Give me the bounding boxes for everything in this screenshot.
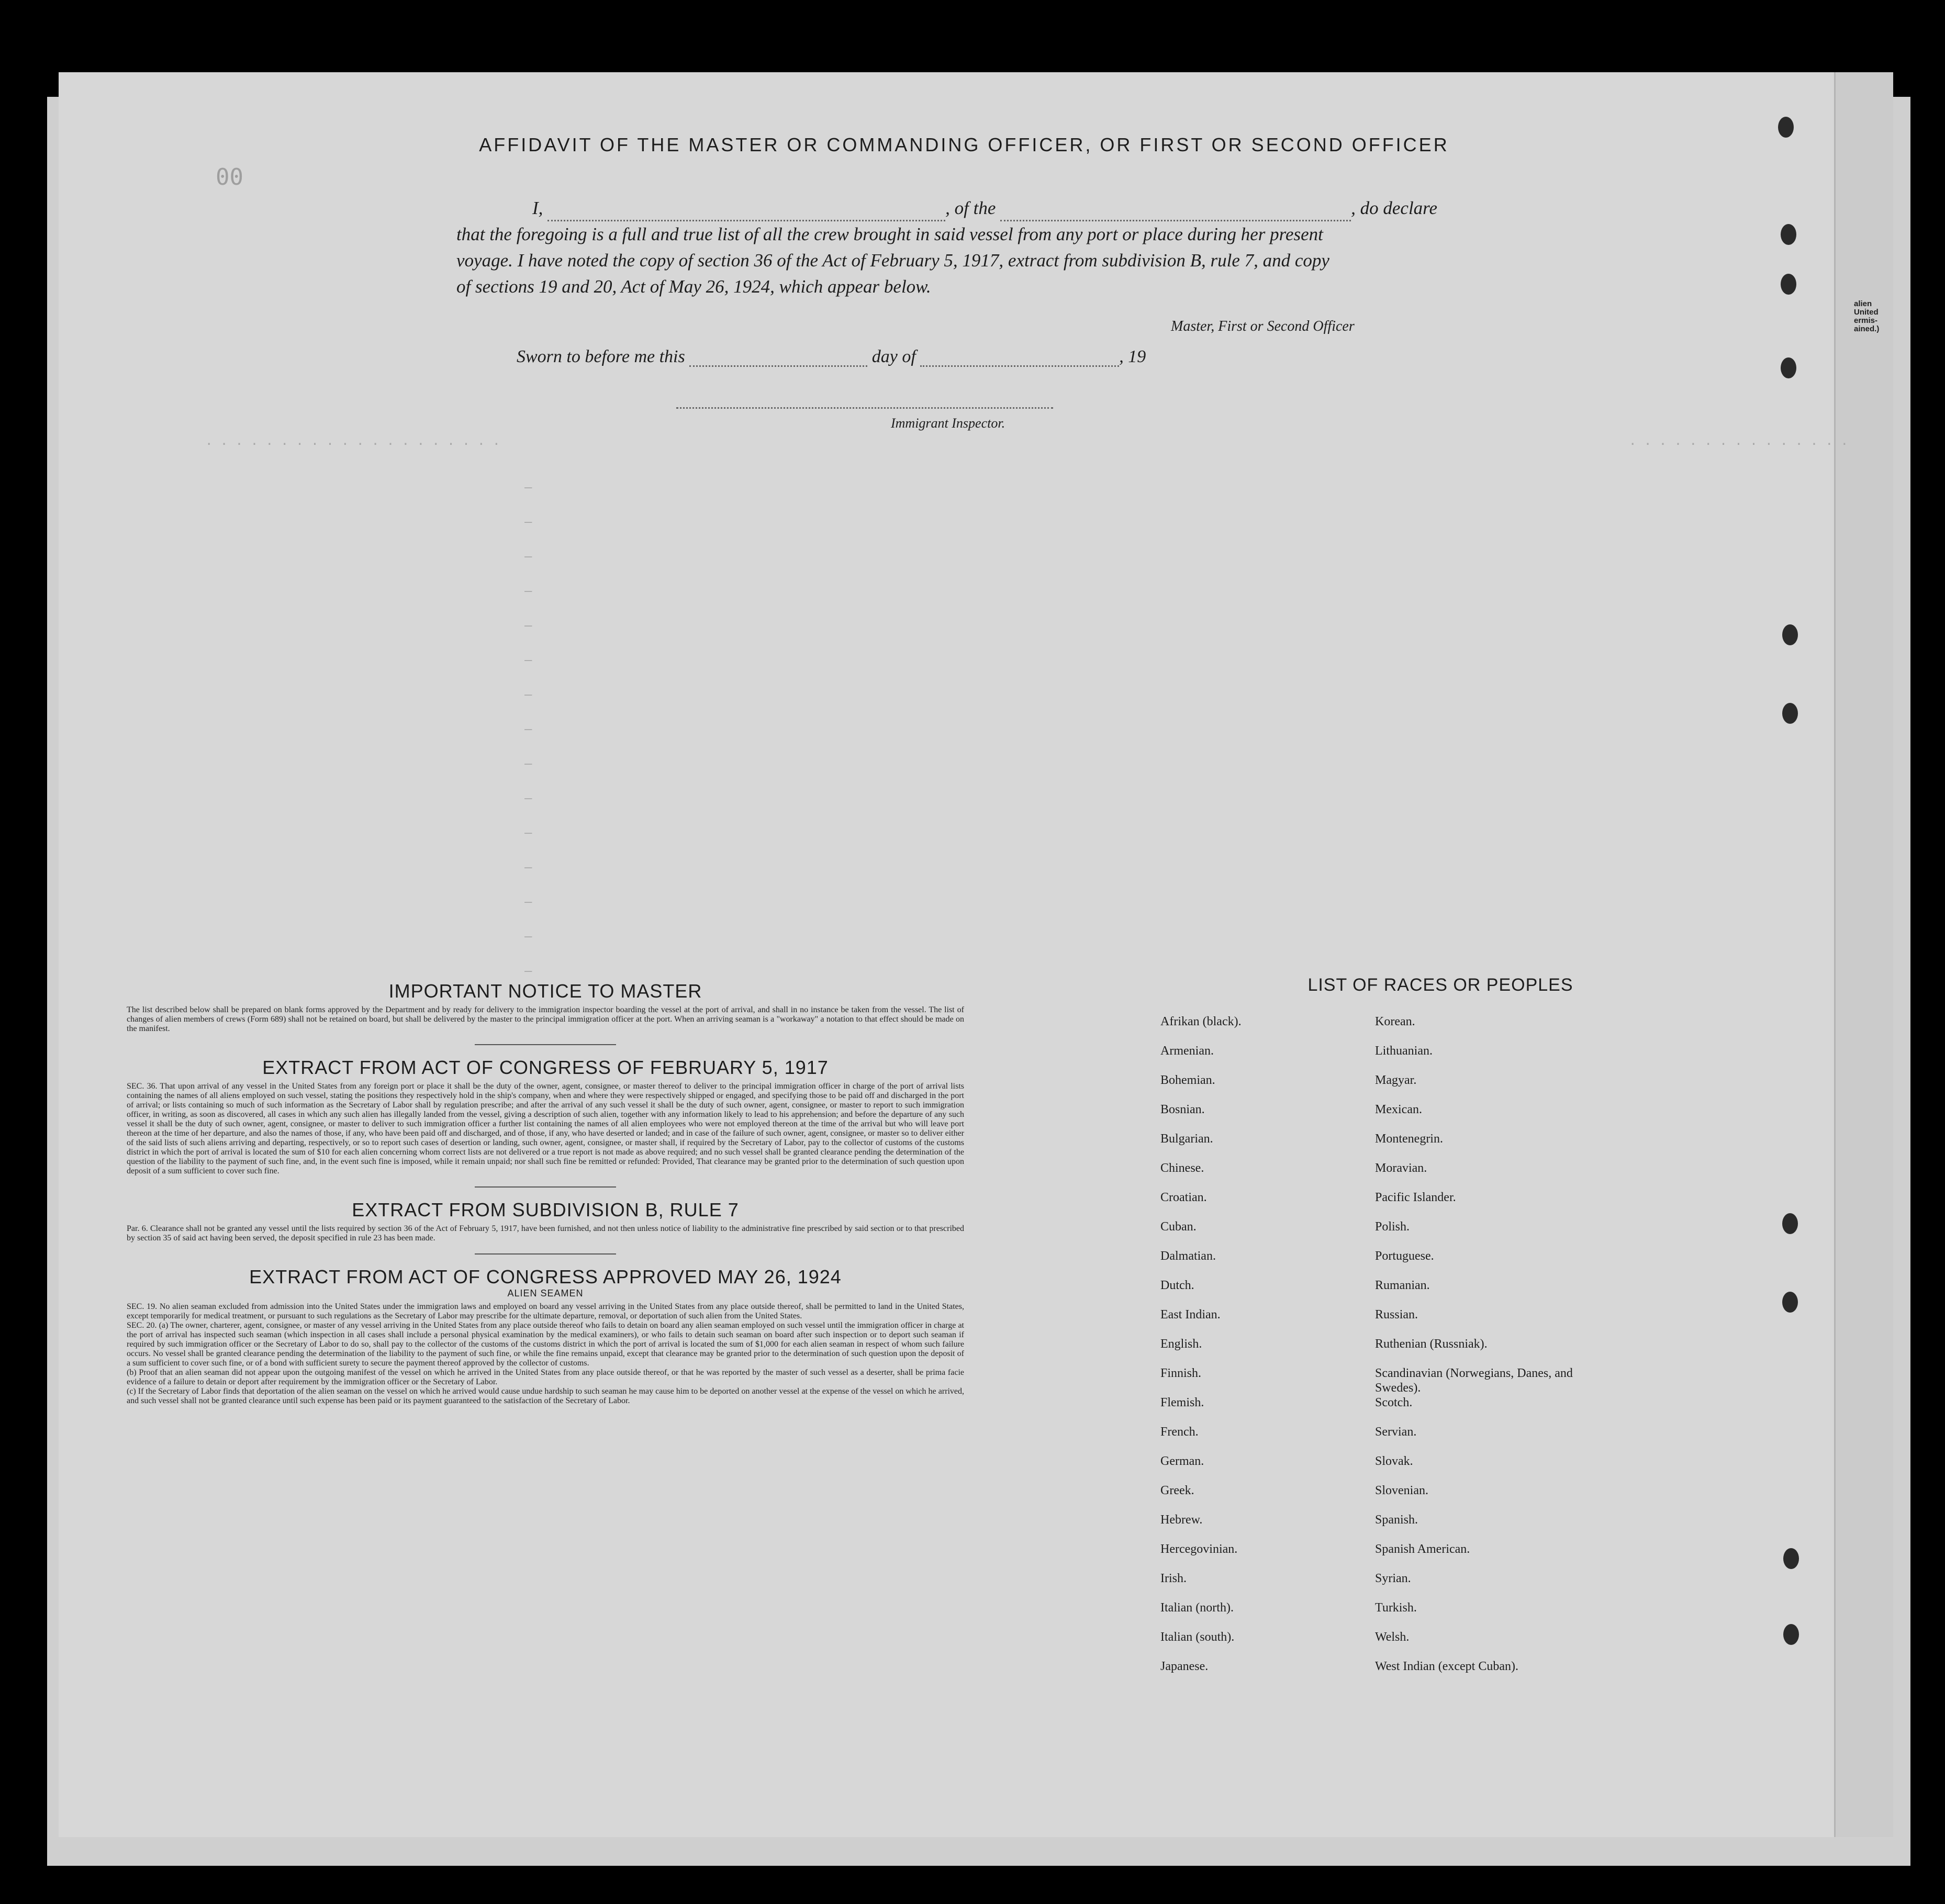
inspector-label: Immigrant Inspector.: [891, 416, 1005, 431]
extract-rule7-title: EXTRACT FROM SUBDIVISION B, RULE 7: [352, 1199, 739, 1220]
race-item: Slovak.: [1375, 1454, 1413, 1468]
binder-hole: [1783, 1548, 1799, 1569]
extract-1924-sec19: SEC. 19. No alien seaman excluded from admission into the United States under the immigration laws and employed on board any vessel arriving in the United States from any place outside thereof, shall be permitted to land in the United States, except temporarily for medical treatment, or pursuant to such regulations as the Secretary of Labor may prescribe for the ultimate departure, removal, or deportation of such alien from the United States.: [127, 1302, 964, 1320]
race-item: Spanish.: [1375, 1513, 1418, 1527]
races-list-right: [1375, 1014, 1605, 1688]
notice-column: [127, 980, 964, 1406]
vessel-name-blank[interactable]: [1000, 204, 1351, 221]
do-declare-text: , do declare: [1351, 198, 1438, 218]
race-item: Ruthenian (Russniak).: [1375, 1337, 1488, 1351]
notice-body: The list described below shall be prepared on blank forms approved by the Department and by ready for delivery to the immigration inspector boarding the vessel at the port of arrival, and shall in no instance be taken from the vessel. The list of changes of alien members of crews (Form 689) shall not be retained on board, but shall be delivered by the master to the principal immigration officer at the port. When an arriving seaman is a "workaway" a notation to that effect should be made on the manifest.: [127, 1005, 964, 1033]
race-item: Montenegrin.: [1375, 1132, 1443, 1146]
race-item: Slovenian.: [1375, 1484, 1428, 1497]
binder-hole: [1781, 224, 1796, 245]
sworn-label: Sworn to before me this: [517, 347, 685, 366]
binder-hole: [1783, 1624, 1799, 1645]
binder-hole: [1782, 1292, 1798, 1313]
races-title: LIST OF RACES OR PEOPLES: [1307, 975, 1573, 995]
section-divider: [475, 1253, 616, 1255]
day-of-label: day of: [871, 347, 916, 366]
race-item: Welsh.: [1375, 1630, 1410, 1644]
declaration-line-1: [532, 195, 1437, 221]
extract-1924-sec20c: (c) If the Secretary of Labor finds that deportation of the alien seaman on the vessel on which he arrived would cause undue hardship to such seaman he may cause him to be deported on another vessel at the expense of the vessel on which he arrived, and such vessel shall not be granted clearance until such expense has been paid or its payment guaranteed to the satisfaction of the Secretary of Labor.: [127, 1387, 964, 1405]
race-item: Bosnian.: [1160, 1103, 1205, 1116]
race-item: Lithuanian.: [1375, 1044, 1433, 1058]
race-item: Dalmatian.: [1160, 1249, 1216, 1263]
race-item: East Indian.: [1160, 1308, 1221, 1321]
declaration-line-3: voyage. I have noted the copy of section 36 of the Act of February 5, 1917, extract from subdivision B, rule 7, and copy: [456, 250, 1329, 271]
binder-hole: [1782, 1213, 1798, 1234]
extract-rule7-body: Par. 6. Clearance shall not be granted any vessel until the lists required by section 36 of the Act of February 5, 1917, have been furnished, and not then unless notice of liability to the administrative fine prescribed by said section or to that prescribed by section 35 of said act having been served, the deposit specified in rule 23 has been made.: [127, 1224, 964, 1242]
race-item: Korean.: [1375, 1015, 1415, 1028]
extract-1924-title: EXTRACT FROM ACT OF CONGRESS APPROVED MAY 26, 1924: [249, 1266, 842, 1287]
race-item: Pacific Islander.: [1375, 1191, 1456, 1204]
bleed-through-mark: 00: [216, 164, 243, 191]
race-item: Scandinavian (Norwegians, Danes, and Swedes).: [1375, 1367, 1573, 1395]
race-item: Turkish.: [1375, 1601, 1417, 1615]
page-edge-strip: [1834, 72, 1893, 1837]
race-item: Servian.: [1375, 1425, 1417, 1439]
declaration-line-4: of sections 19 and 20, Act of May 26, 1924, which appear below.: [456, 276, 931, 297]
notice-title: IMPORTANT NOTICE TO MASTER: [388, 980, 702, 1002]
race-item: Scotch.: [1375, 1396, 1413, 1409]
race-item: Polish.: [1375, 1220, 1410, 1234]
master-signature-label: Master, First or Second Officer: [1171, 318, 1355, 334]
race-item: Mexican.: [1375, 1103, 1422, 1116]
section-divider: [475, 1186, 616, 1188]
margin-fragment: alien United ermis- ained.): [1854, 299, 1880, 333]
race-item: West Indian (except Cuban).: [1375, 1660, 1518, 1673]
binder-hole: [1781, 357, 1796, 378]
of-the-text: , of the: [945, 198, 996, 218]
binder-hole: [1782, 703, 1798, 724]
declarant-pronoun: I,: [532, 198, 543, 218]
race-item: Syrian.: [1375, 1572, 1411, 1585]
race-item: Portuguese.: [1375, 1249, 1434, 1263]
bleed-through-mark: . . . . . . . . . . . . . . . . . . . .: [205, 433, 500, 448]
races-list-left: [1160, 1014, 1349, 1688]
race-item: Hebrew.: [1160, 1513, 1203, 1527]
extract-1924-sec20a: SEC. 20. (a) The owner, charterer, agent, consignee, or master of any vessel arriving in the United States from any place outside thereof who fails to detain on board any alien seaman employed on such vessel until the immigration officer in charge at the port of arrival has inspected such seaman (which inspection in all cases shall include a personal physical examination by the medical examiners), or who fails to detain such seaman on board after such inspection or to deport such seaman if required by such immigration officer or the Secretary of Labor to do so, shall pay to the collector of the customs of the customs district in which the port of arrival is located the sum of $1,000 for each alien seaman in respect of whom such failure occurs. No vessel shall be granted clearance pending the determination of the liability to the payment of such fine, or while the fine remains unpaid, except that clearance may be granted prior to the determination of such question upon the deposit of a sum sufficient to cover such fine, or of a bond with sufficient surety to secure the payment thereof approved by the collector of customs.: [127, 1321, 964, 1368]
sworn-day-blank[interactable]: [689, 350, 867, 367]
race-item: Irish.: [1160, 1572, 1187, 1585]
race-item: French.: [1160, 1425, 1199, 1439]
race-item: Armenian.: [1160, 1044, 1214, 1058]
extract-1924-sec20b: (b) Proof that an alien seaman did not appear upon the outgoing manifest of the vessel on which he arrived in the United States from any place outside thereof, or that he was reported by the master of such vessel as a deserter, shall be prima facie evidence of a failure to detain or deport after requirement by the immigration officer or the Secretary of Labor.: [127, 1368, 964, 1386]
binder-hole: [1782, 624, 1798, 645]
binder-hole: [1778, 117, 1794, 138]
race-item: Spanish American.: [1375, 1542, 1470, 1556]
race-item: Italian (south).: [1160, 1630, 1235, 1644]
race-item: Bohemian.: [1160, 1073, 1215, 1087]
section-divider: [475, 1044, 616, 1045]
race-item: Japanese.: [1160, 1660, 1209, 1673]
bleed-through-mark: – – – – – – – – – – – – – – –: [524, 480, 532, 978]
race-item: Finnish.: [1160, 1367, 1202, 1380]
year-prefix: , 19: [1119, 347, 1146, 366]
inspector-signature-line[interactable]: [676, 407, 1053, 409]
race-item: Italian (north).: [1160, 1601, 1234, 1615]
officer-name-blank[interactable]: [547, 204, 945, 221]
extract-1924-subtitle: ALIEN SEAMEN: [507, 1288, 584, 1298]
race-item: Hercegovinian.: [1160, 1542, 1238, 1556]
race-item: German.: [1160, 1454, 1204, 1468]
race-item: Russian.: [1375, 1308, 1418, 1321]
race-item: Chinese.: [1160, 1161, 1204, 1175]
sworn-line: [517, 347, 1146, 367]
race-item: Bulgarian.: [1160, 1132, 1213, 1146]
manifest-page: [59, 72, 1893, 1837]
extract-1917-title: EXTRACT FROM ACT OF CONGRESS OF FEBRUARY 5, 1917: [262, 1057, 829, 1078]
race-item: Flemish.: [1160, 1396, 1204, 1409]
race-item: Cuban.: [1160, 1220, 1197, 1234]
binder-hole: [1781, 274, 1796, 295]
race-item: Moravian.: [1375, 1161, 1427, 1175]
race-item: Afrikan (black).: [1160, 1015, 1242, 1028]
race-item: English.: [1160, 1337, 1202, 1351]
race-item: Greek.: [1160, 1484, 1194, 1497]
race-item: Dutch.: [1160, 1279, 1194, 1292]
race-item: Rumanian.: [1375, 1279, 1430, 1292]
sworn-month-blank[interactable]: [920, 350, 1119, 367]
race-item: Magyar.: [1375, 1073, 1417, 1087]
extract-1917-body: SEC. 36. That upon arrival of any vessel in the United States from any foreign port or place it shall be the duty of the owner, agent, consignee, or master thereof to deliver to the principal immigration officer in charge of the port of arrival lists containing the names of all aliens employed on such vessel, stating the positions they respectively hold in the ship's company, when and where they were respectively shipped or engaged, and specifying those to be paid off and discharged in the port of arrival; or lists containing so much of such information as the Secretary of Labor shall by regulation prescribe; and after the arrival of any such vessel it shall be the duty of such owner, agent, consignee, or master to report to such immigration officer, in writing, as soon as discovered, all cases in which any such alien has illegally landed from the vessel, giving a description of such alien, together with any information likely to lead to his apprehension; and before the departure of any such vessel it shall be the duty of such owner, agent, consignee, or master to deliver to such immigration officer a further list containing the names of all alien employees who were not employed thereon at the time of the arrival but who will leave port thereon at the time of her departure, and also the names of those, if any, who have been paid off and discharged, and of those, if any, who have deserted or landed; and in case of the failure of such owner, agent, consignee, or master so to deliver either of the said lists of such aliens arriving and departing, respectively, or so to report such cases of desertion or landing, such owner, agent, consignee, or master shall, if required by the Secretary of Labor, pay to the collector of customs of the customs district in which the port of arrival is located the sum of $10 for each alien concerning whom correct lists are not delivered or a true report is not made as above required; and no such vessel shall be granted clearance pending the determination of the question of the liability to the payment of such fine, and, in the event such fine is imposed, while it remain unpaid; nor shall such fine be remitted or refunded: Provided, That clearance may be granted prior to the determination of such question upon deposit of a sum sufficient to cover such fine.: [127, 1082, 964, 1175]
bleed-through-mark: . . . . . . . . . . . . . . .: [1629, 433, 1849, 448]
declaration-line-2: that the foregoing is a full and true list of all the crew brought in said vessel from any port or place during her present: [456, 224, 1323, 244]
affidavit-title: AFFIDAVIT OF THE MASTER OR COMMANDING OFFICER, OR FIRST OR SECOND OFFICER: [479, 134, 1449, 155]
race-item: Croatian.: [1160, 1191, 1207, 1204]
